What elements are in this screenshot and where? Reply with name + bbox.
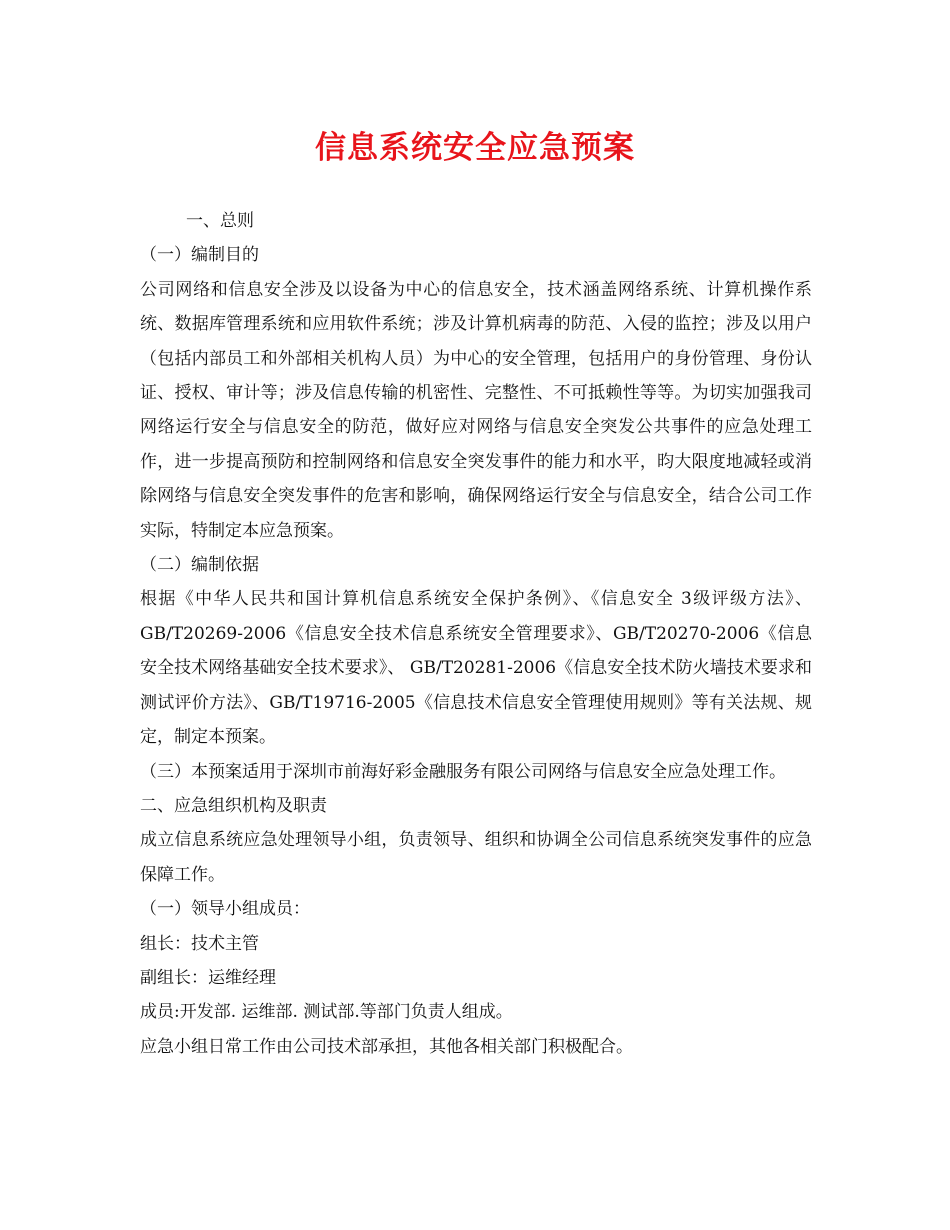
paragraph-basis: 根据《中华人民共和国计算机信息系统安全保护条例》、《信息安全 3级评级方法》、GB/T20269-2006《信息安全技术信息系统安全管理要求》、GB/T20270-2006《信息安全技术网络基础安全技术要求》、 GB/T20281-2006《信息安全技术防火墙技术要求和测试评价方法》、GB/T19716-2005《信息技术信息安全管理使用规则》等有关法规、规定，制定本预案。 [140,589,812,748]
paragraph-purpose: 公司网络和信息安全涉及以设备为中心的信息安全，技术涵盖网络系统、计算机操作系统、数据库管理系统和应用软件系统；涉及计算机病毒的防范、入侵的监控；涉及以用户（包括内部员工和外部相关机构人员）为中心的安全管理，包括用户的身份管理、身份认证、授权、审计等；涉及信息传输的机密性、完整性、不可抵赖性等等。为切实加强我司网络运行安全与信息安全的防范，做好应对网络与信息安全突发公共事件的应急处理工作，进一步提高预防和控制网络和信息安全突发事件的能力和水平，昀大限度地减轻或消除网络与信息安全突发事件的危害和影响，确保网络运行安全与信息安全，结合公司工作实际，特制定本应急预案。 [140,279,812,541]
subsection-heading-basis: （二）编制依据 [140,555,259,576]
paragraph-scope: （三）本预案适用于深圳市前海好彩金融服务有限公司网络与信息安全应急处理工作。 [140,761,786,782]
document-body [140,204,812,1064]
member-deputy-leader: 副组长：运维经理 [140,967,276,988]
subsection-heading-purpose: （一）编制目的 [140,245,259,266]
paragraph-daily-work: 应急小组日常工作由公司技术部承担，其他各相关部门积极配合。 [140,1036,633,1057]
section-heading-general: 一、总则 [186,211,254,231]
paragraph-organization: 成立信息系统应急处理领导小组，负责领导、组织和协调全公司信息系统突发事件的应急保障工作。 [140,830,812,885]
document-title: 信息系统安全应急预案 [315,130,635,166]
member-leader: 组长：技术主管 [140,933,259,954]
member-list: 成员:开发部. 运维部. 测试部.等部门负责人组成。 [140,1002,513,1023]
subsection-heading-members: （一）领导小组成员： [140,899,310,920]
section-heading-organization: 二、应急组织机构及职责 [140,795,327,816]
